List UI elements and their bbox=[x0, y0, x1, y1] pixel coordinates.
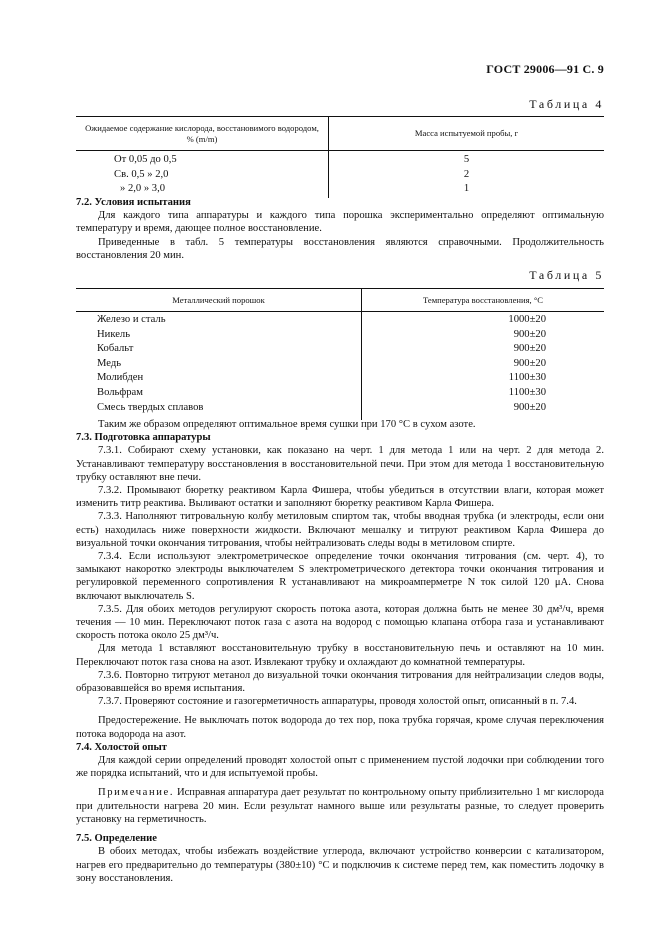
section-heading: 7.2. Условия испытания bbox=[76, 197, 191, 208]
section-7-2 bbox=[76, 196, 604, 262]
table5-col2-header: Температура восстановления, °С bbox=[362, 289, 605, 312]
table5-cell-metal: Смесь твердых сплавов bbox=[97, 401, 204, 413]
section-heading: 7.5. Определение bbox=[76, 833, 157, 845]
table5-cell-metal: Молибден bbox=[97, 372, 144, 384]
paragraph: Для каждого типа аппаратуры и каждого типа порошка экспериментально определяют оптимальную температуру и время, дающее полное восстановление. bbox=[76, 210, 604, 235]
note-label: Примечание. bbox=[98, 787, 175, 799]
table5-cell-metal: Кобальт bbox=[97, 343, 134, 355]
table4-cell-range: От 0,05 до 0,5 bbox=[114, 154, 177, 165]
paragraph: 7.3.7. Проверяют состояние и газогерметичность аппаратуры, проводя холостой опыт, описанный в п. 7.4. bbox=[98, 696, 577, 708]
paragraph: 7.3.3. Наполняют титровальную колбу метиловым спиртом так, чтобы вводная трубка (и электроды, если они есть) находилась ниже поверхности жидкости. Включают мешалку и титруют реактивом Карла Фишера до визуальной точки окончания титрования, чтобы нейтрализовать следы воды в метиловом спирте. bbox=[76, 511, 604, 549]
note-text: Исправная аппаратура дает результат по контрольному опыту приблизительно 1 мг кислорода при длительности нагрева 20 мин. Если результат намного выше или результаты разные, то следует проверить установку на герметичность. bbox=[76, 787, 605, 825]
table5-cell-metal: Медь bbox=[97, 357, 122, 369]
table5-cell-temp: 900±20 bbox=[362, 401, 605, 421]
table5 bbox=[76, 288, 604, 420]
warning-paragraph: Предостережение. Не выключать поток водорода до тех пор, пока трубка горячая, кроме случая переключения потока водорода на азот. bbox=[76, 715, 604, 740]
table4-cell-mass: 1 bbox=[329, 182, 605, 198]
table4-cell-range: » 2,0 » 3,0 bbox=[120, 183, 166, 195]
table5-cell-temp: 1100±30 bbox=[362, 386, 605, 401]
table4-col2-header: Масса испытуемой пробы, г bbox=[329, 117, 605, 151]
table5-cell-temp: 1100±30 bbox=[362, 371, 605, 386]
table5-cell-metal: Вольфрам bbox=[97, 386, 143, 398]
table5-cell-metal: Железо и сталь bbox=[97, 314, 166, 325]
table4-cell-mass: 2 bbox=[329, 168, 605, 183]
paragraph: 7.3.6. Повторно титруют метанол до визуальной точки окончания титрования для нейтрализации следов воды, образовавшейся во время испытания. bbox=[76, 669, 604, 695]
note-paragraph bbox=[76, 786, 604, 826]
table4 bbox=[76, 116, 604, 198]
paragraph: Для каждой серии определений проводят холостой опыт с применением пустой лодочки при соблюдении того же порядка испытаний, что и для испытуемой пробы. bbox=[76, 755, 604, 780]
section-heading: 7.4. Холостой опыт bbox=[76, 741, 167, 753]
paragraph: Для метода 1 вставляют восстановительную трубку в восстановительную печь и оставляют на 10 мин. Переключают поток газа снова на азот. Извлекают трубку и охлаждают до комнатной температуры. bbox=[76, 643, 604, 668]
table4-cell-range: Св. 0,5 » 2,0 bbox=[114, 168, 169, 180]
table5-cell-temp: 900±20 bbox=[362, 342, 605, 357]
table5-cell-temp: 900±20 bbox=[362, 357, 605, 372]
table5-col1-header: Металлический порошок bbox=[172, 294, 265, 305]
paragraph: Таким же образом определяют оптимальное время сушки при 170 °С в сухом азоте. bbox=[98, 419, 476, 430]
section-7-3 bbox=[76, 418, 604, 885]
paragraph: 7.3.5. Для обоих методов регулируют скорость потока азота, которая должна быть не менее 30 дм³/ч, время течения — 10 мин. Переключают поток газа с азота на водород с помощью клапана отбора газа и устанавливают скорость потока около 25 дм³/ч. bbox=[76, 603, 604, 642]
paragraph: В обоих методах, чтобы избежать воздействие углерода, включают устройство конверсии с катализатором, нагрев его предварительно до температуры (380±10) °С и подключив к системе перед тем, как поместить лодочку в зону восстановления. bbox=[76, 846, 604, 884]
section-heading: 7.3. Подготовка аппаратуры bbox=[76, 432, 211, 444]
table4-col1-header: Ожидаемое содержание кислорода, восстановимого водородом, % (m/m) bbox=[85, 122, 319, 144]
paragraph: 7.3.4. Если используют электрометрическое определение точки окончания титрования (см. черт. 4), то замыкают накоротко электроды выключателем S электрометрического детектора точки окончания титрования и регулировкой переменного сопротивления R устанавливают на микроамперметре N ток силой 120 μА. Снова включают выключатель S. bbox=[76, 551, 604, 602]
paragraph: 7.3.2. Промывают бюретку реактивом Карла Фишера, чтобы убедиться в отсутствии влаги, которая может изменить титр реактива. Выливают остатки и заполняют бюретку реактивом Карла Фишера. bbox=[76, 485, 604, 510]
table5-cell-temp: 1000±20 bbox=[362, 312, 605, 328]
paragraph: 7.3.1. Собирают схему установки, как показано на черт. 1 для метода 1 или на черт. 2 для метода 2. Устанавливают температуру восстановления в восстановительной печи. При этом для метода 1 восстановительную трубку оставляют вне печи. bbox=[76, 445, 604, 483]
table4-caption: Таблица 4 bbox=[529, 97, 604, 111]
page-header: ГОСТ 29006—91 С. 9 bbox=[486, 62, 604, 76]
table5-cell-temp: 900±20 bbox=[362, 328, 605, 343]
table4-cell-mass: 5 bbox=[329, 151, 605, 168]
paragraph: Приведенные в табл. 5 температуры восстановления являются справочными. Продолжительность восстановления 20 мин. bbox=[76, 236, 604, 261]
table5-cell-metal: Никель bbox=[97, 328, 131, 340]
table5-caption: Таблица 5 bbox=[529, 268, 604, 282]
